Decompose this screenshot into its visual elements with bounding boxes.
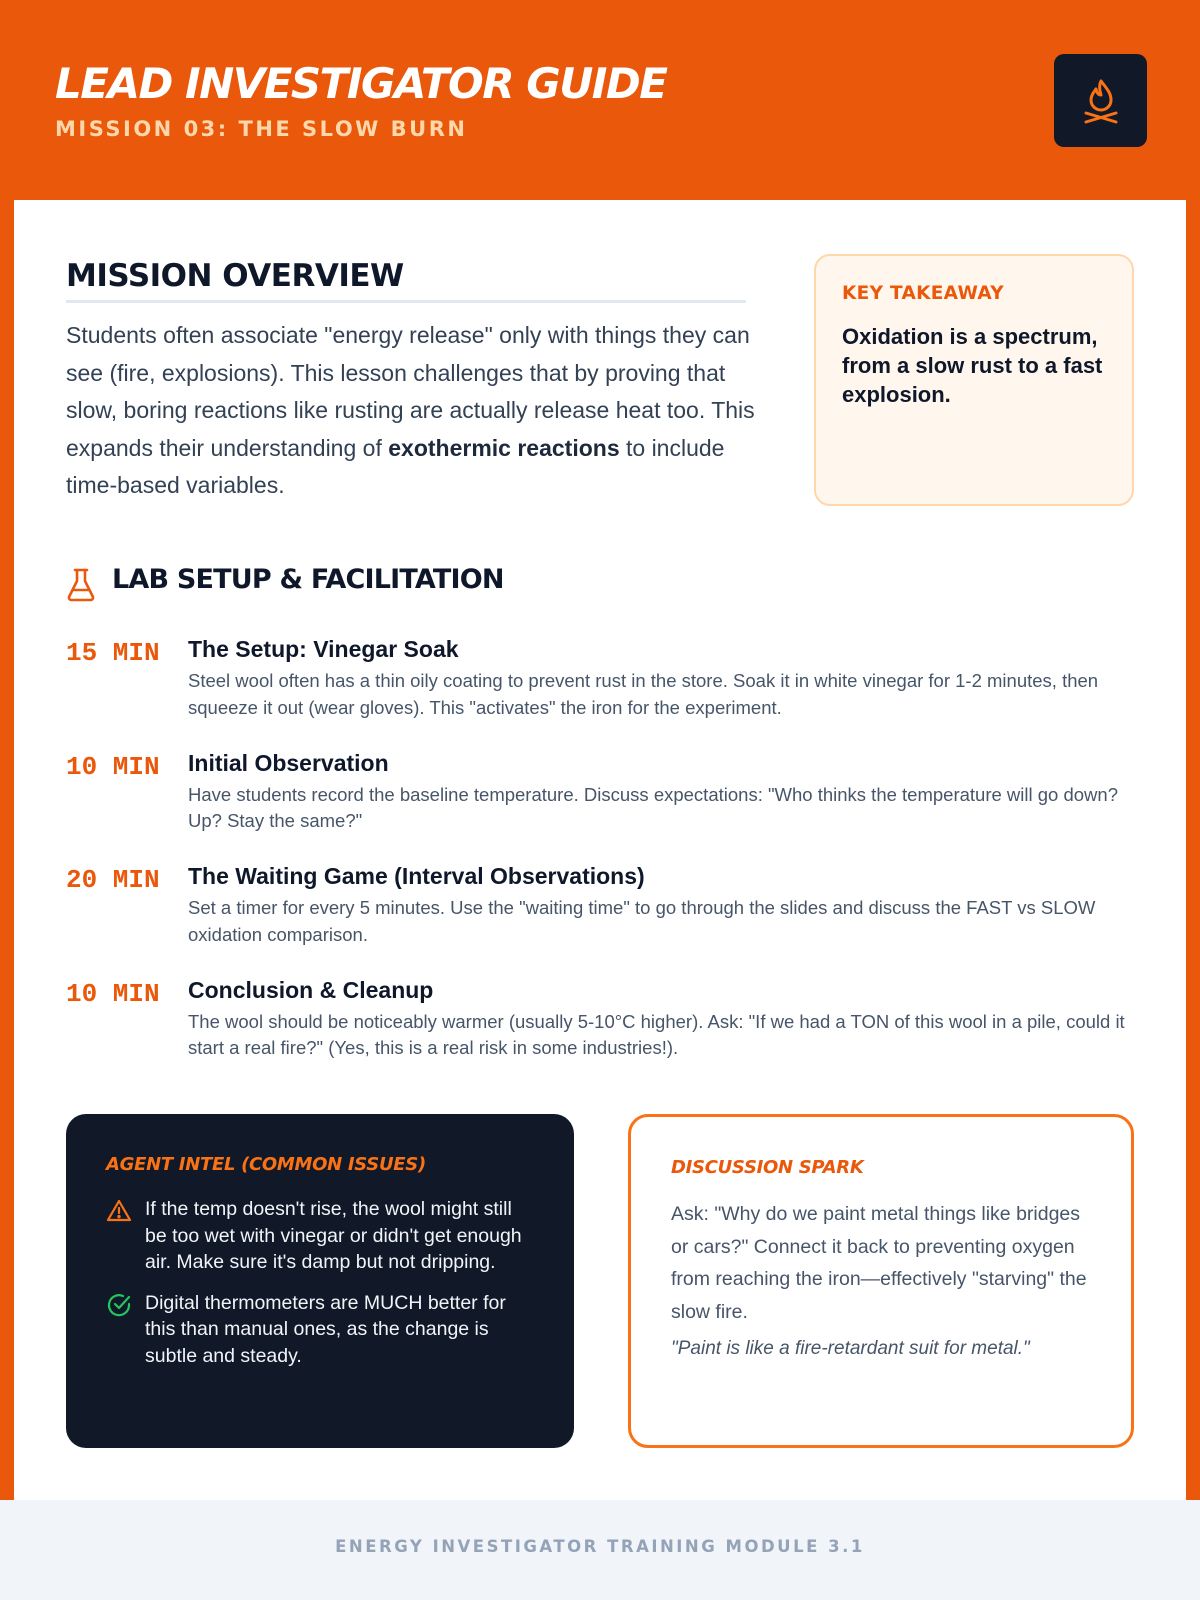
overview-heading: MISSION OVERVIEW <box>66 258 746 303</box>
step-title: The Setup: Vinegar Soak <box>188 636 459 662</box>
step-duration: 10 MIN <box>66 978 160 1009</box>
step-description: Steel wool often has a thin oily coating to prevent rust in the store. Soak it in white vinegar for 1-2 minutes, then squeeze it out (wear gloves). This "activates" the iron for the experiment. <box>188 670 1099 718</box>
lab-step <box>66 863 1146 977</box>
page-header <box>0 0 1200 200</box>
check-circle-icon <box>106 1292 132 1318</box>
warning-triangle-icon <box>106 1198 132 1224</box>
discussion-text: Ask: "Why do we paint metal things like bridges or cars?" Connect it back to preventing oxygen from reaching the iron—effectively "starving" the slow fire. <box>671 1203 1087 1323</box>
page-footer <box>0 1500 1200 1600</box>
overview-emphasis: exothermic reactions <box>388 434 620 461</box>
overview-text-end: to include time-based variables. <box>66 434 725 498</box>
step-duration: 20 MIN <box>66 865 160 895</box>
lab-setup-heading: LAB SETUP & FACILITATION <box>112 564 504 595</box>
step-description: The wool should be noticeably warmer (usually 5-10°C higher). Ask: "If we had a TON of this wool in a pile, could it start a real fire?" (Yes, this is a real risk in some industries!). <box>188 1010 1125 1058</box>
page-title: LEAD INVESTIGATOR GUIDE <box>55 59 667 108</box>
footer-text: ENERGY INVESTIGATOR TRAINING MODULE 3.1 <box>335 1537 865 1556</box>
discussion-quote: "Paint is like a fire-retardant suit for metal." <box>671 1338 1030 1359</box>
discussion-label: DISCUSSION SPARK <box>671 1157 864 1178</box>
campfire-icon <box>1081 77 1121 125</box>
campfire-logo <box>1054 54 1147 147</box>
lab-step <box>66 636 1146 750</box>
intel-label: AGENT INTEL (COMMON ISSUES) <box>106 1154 426 1175</box>
overview-paragraph <box>66 317 756 505</box>
step-title: Initial Observation <box>188 749 389 776</box>
step-description: Set a timer for every 5 minutes. Use the "waiting time" to go through the slides and discuss the FAST vs SLOW oxidation comparison. <box>188 897 1096 945</box>
step-duration: 10 MIN <box>66 751 160 782</box>
step-title: Conclusion & Cleanup <box>188 976 434 1003</box>
discussion-spark-card <box>628 1114 1134 1448</box>
step-duration: 15 MIN <box>66 638 160 668</box>
intel-item-text: Digital thermometers are MUCH better for this than manual ones, as the change is subtle and steady. <box>145 1291 506 1367</box>
lab-step <box>66 977 1146 1091</box>
intel-item-text: If the temp doesn't rise, the wool might still be too wet with vinegar or didn't get enough air. Make sure it's damp but not dripping. <box>145 1198 522 1273</box>
takeaway-text: Oxidation is a spectrum, from a slow rust to a fast explosion. <box>842 324 1103 407</box>
intel-item <box>106 1196 534 1276</box>
step-description: Have students record the baseline temperature. Discuss expectations: "Who thinks the temperature will go down? Up? Stay the same?" <box>188 783 1118 831</box>
flask-icon <box>66 568 96 602</box>
mission-subtitle: MISSION 03: THE SLOW BURN <box>55 117 468 141</box>
key-takeaway-card <box>814 254 1134 506</box>
step-title: The Waiting Game (Interval Observations) <box>188 863 645 889</box>
overview-text-start: Students often associate "energy release" only with things they can see (fire, explosions). This lesson challenges that by proving that slow, boring reactions like rusting are actually release heat too. This expands their understanding of <box>66 322 755 461</box>
lab-step <box>66 750 1146 864</box>
agent-intel-card <box>66 1114 574 1448</box>
intel-item <box>106 1290 534 1370</box>
lab-steps <box>66 636 1146 1090</box>
takeaway-label: KEY TAKEAWAY <box>842 283 1004 304</box>
guide-content <box>14 200 1186 1500</box>
